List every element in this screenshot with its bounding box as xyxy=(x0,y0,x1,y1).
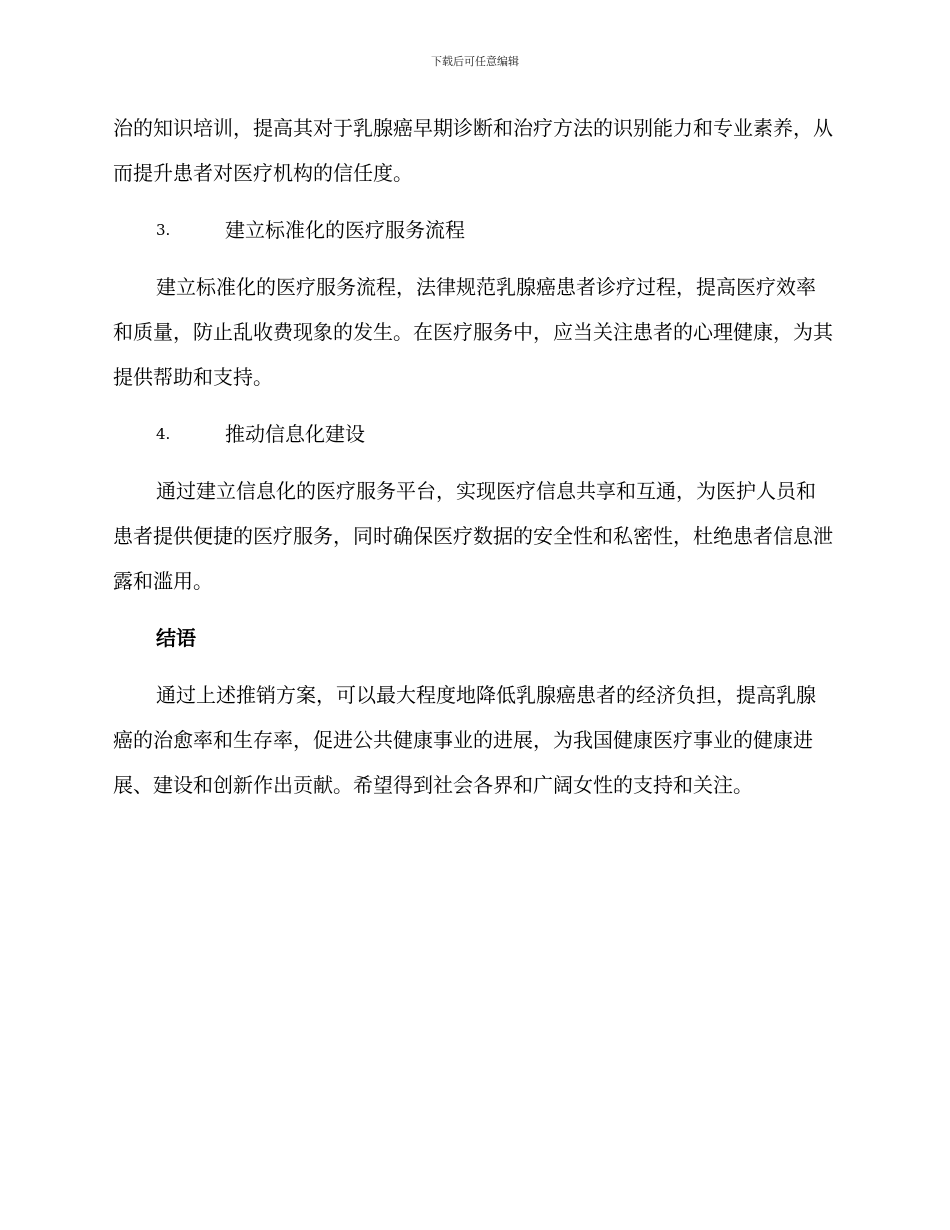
page-header: 下载后可任意编辑 xyxy=(431,55,519,68)
paragraph-training: 治的知识培训，提高其对于乳腺癌早期诊断和治疗方法的识别能力和专业素养，从而提升患者对医疗机构的信任度。 xyxy=(113,116,833,185)
list-item-3-heading xyxy=(113,208,833,253)
paragraph-standardization: 建立标准化的医疗服务流程，法律规范乳腺癌患者诊疗过程，提高医疗效率和质量，防止乱收费现象的发生。在医疗服务中，应当关注患者的心理健康，为其提供帮助和支持。 xyxy=(113,275,833,389)
list-item-4-heading xyxy=(113,412,833,457)
list-number: 4. xyxy=(156,425,171,443)
document-body xyxy=(113,106,833,808)
paragraph-conclusion: 通过上述推销方案，可以最大程度地降低乳腺癌患者的经济负担，提高乳腺癌的治愈率和生存率，促进公共健康事业的进展，为我国健康医疗事业的健康进展、建设和创新作出贡献。希望得到社会各界和广阔女性的支持和关注。 xyxy=(113,683,816,797)
conclusion-heading: 结语 xyxy=(156,626,196,650)
list-title: 推动信息化建设 xyxy=(225,422,365,446)
paragraph-informatization: 通过建立信息化的医疗服务平台，实现医疗信息共享和互通，为医护人员和患者提供便捷的医疗服务，同时确保医疗数据的安全性和私密性，杜绝患者信息泄露和滥用。 xyxy=(113,479,833,593)
list-number: 3. xyxy=(156,221,171,239)
list-title: 建立标准化的医疗服务流程 xyxy=(225,218,465,242)
